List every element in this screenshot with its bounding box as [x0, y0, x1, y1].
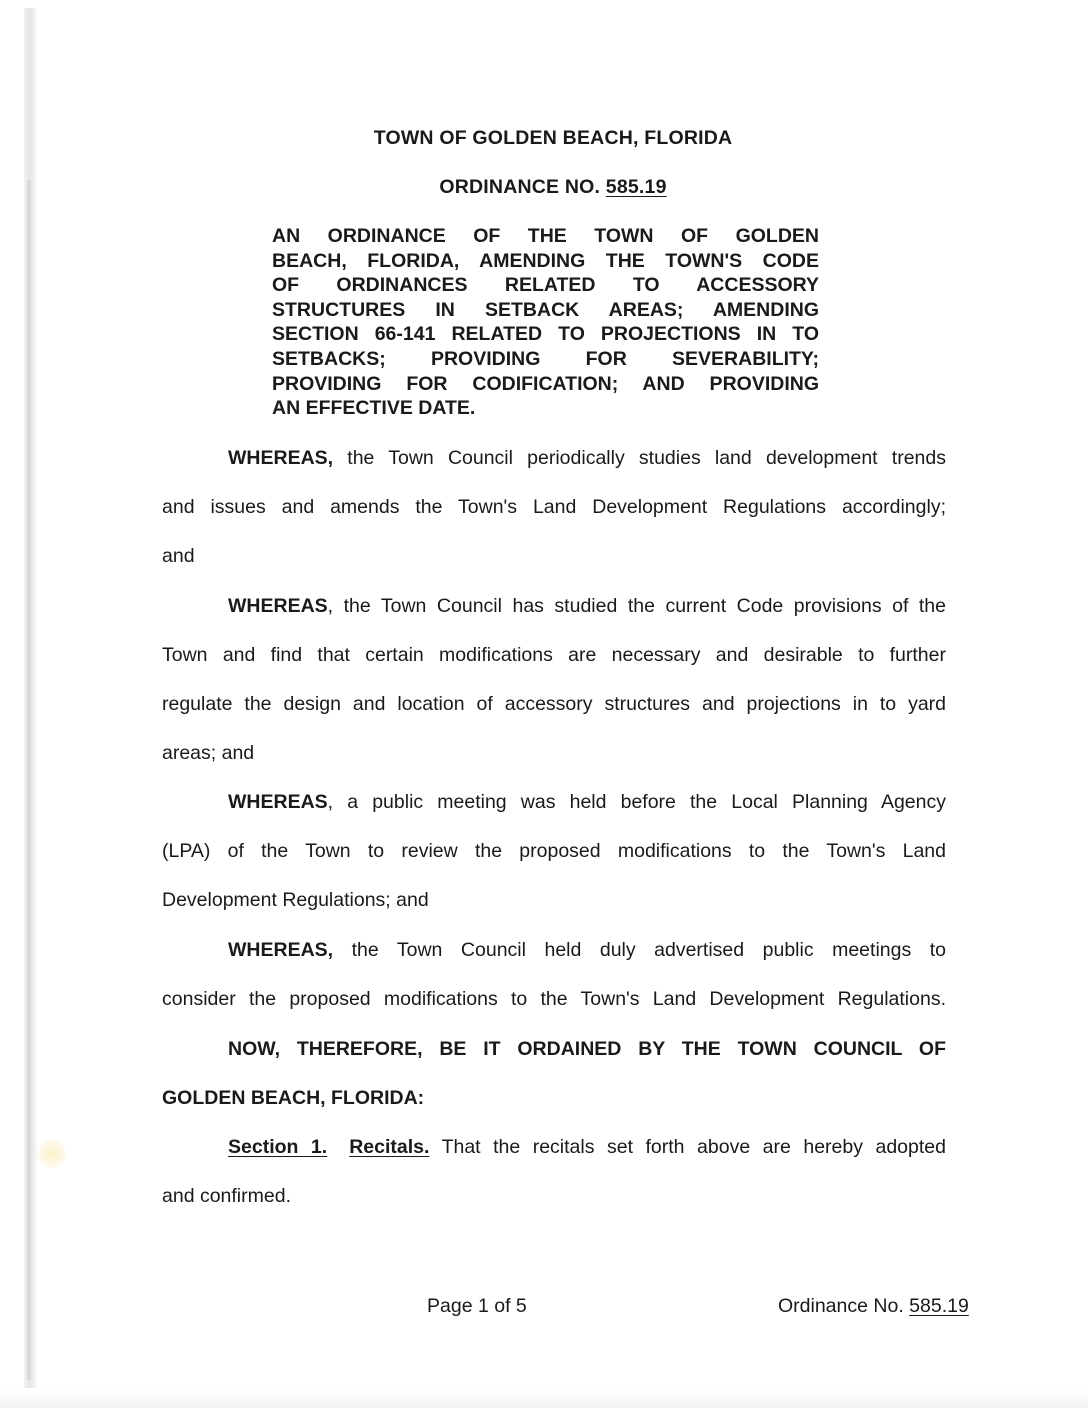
whereas-lead: WHEREAS,	[228, 447, 334, 469]
whereas-lead: WHEREAS,	[228, 939, 334, 961]
whereas-3-line-2: (LPA) of the Town to review the proposed modifications to the Town's Land	[162, 840, 946, 862]
scan-edge-line	[27, 180, 31, 1380]
municipality-title: TOWN OF GOLDEN BEACH, FLORIDA	[373, 127, 733, 149]
section-1-line-2: and confirmed.	[162, 1185, 291, 1207]
whereas-2-line-3: regulate the design and location of accessory structures and projections in to yard	[162, 693, 946, 715]
whereas-text: the Town Council periodically studies land development trends	[333, 447, 946, 469]
footer-ordinance-prefix: Ordinance No.	[778, 1295, 904, 1317]
whereas-3-line-3: Development Regulations; and	[162, 889, 429, 911]
enacting-clause-line-2: GOLDEN BEACH, FLORIDA:	[162, 1087, 425, 1109]
ordinance-heading	[0, 176, 1088, 199]
caption-line: STRUCTURES IN SETBACK AREAS; AMENDING	[272, 298, 819, 321]
whereas-lead: WHEREAS	[228, 595, 328, 617]
caption-line: SETBACKS; PROVIDING FOR SEVERABILITY;	[272, 347, 819, 370]
whereas-lead: WHEREAS	[228, 791, 328, 813]
caption-line: AN EFFECTIVE DATE.	[272, 397, 476, 420]
section-text: That the recitals set forth above are hereby adopted	[429, 1136, 946, 1158]
ordinance-heading-number: 585.19	[605, 176, 667, 198]
ordinance-caption	[272, 224, 819, 421]
whereas-4-line-1	[162, 938, 946, 962]
ordinance-heading-prefix: ORDINANCE NO.	[439, 176, 601, 198]
whereas-1-line-1	[162, 446, 946, 470]
caption-line: AN ORDINANCE OF THE TOWN OF GOLDEN	[272, 225, 819, 247]
whereas-3-line-1	[162, 790, 946, 814]
whereas-text: , a public meeting was held before the Local Planning Agency	[327, 791, 946, 813]
whereas-4-line-2: consider the proposed modifications to the Town's Land Development Regulations.	[162, 988, 946, 1010]
whereas-text: , the Town Council has studied the current Code provisions of the	[327, 595, 946, 617]
whereas-text: the Town Council held duly advertised public meetings to	[333, 939, 946, 961]
footer-ordinance	[778, 1295, 969, 1318]
caption-line: PROVIDING FOR CODIFICATION; AND PROVIDING	[272, 372, 819, 395]
whereas-2-line-2: Town and find that certain modifications are necessary and desirable to further	[162, 644, 946, 666]
section-number: Section 1.	[228, 1136, 328, 1158]
caption-line: SECTION 66-141 RELATED TO PROJECTIONS IN TO	[272, 323, 819, 346]
section-heading: Recitals.	[349, 1136, 430, 1158]
caption-line: BEACH, FLORIDA, AMENDING THE TOWN'S CODE	[272, 249, 819, 272]
whereas-1-line-2: and issues and amends the Town's Land Development Regulations accordingly;	[162, 496, 946, 518]
footer-ordinance-number: 585.19	[909, 1295, 969, 1317]
caption-line: OF ORDINANCES RELATED TO ACCESSORY	[272, 274, 819, 297]
whereas-2-line-1	[162, 594, 946, 618]
scan-speck	[38, 1140, 66, 1168]
section-1-line-1	[162, 1135, 946, 1159]
enacting-clause-line-1: NOW, THEREFORE, BE IT ORDAINED BY THE TOWN COUNCIL OF	[228, 1038, 946, 1060]
scan-bottom-shadow	[0, 1390, 1088, 1408]
whereas-2-line-4: areas; and	[162, 742, 255, 764]
whereas-1-line-3: and	[162, 545, 195, 567]
page-number: Page 1 of 5	[427, 1295, 527, 1317]
